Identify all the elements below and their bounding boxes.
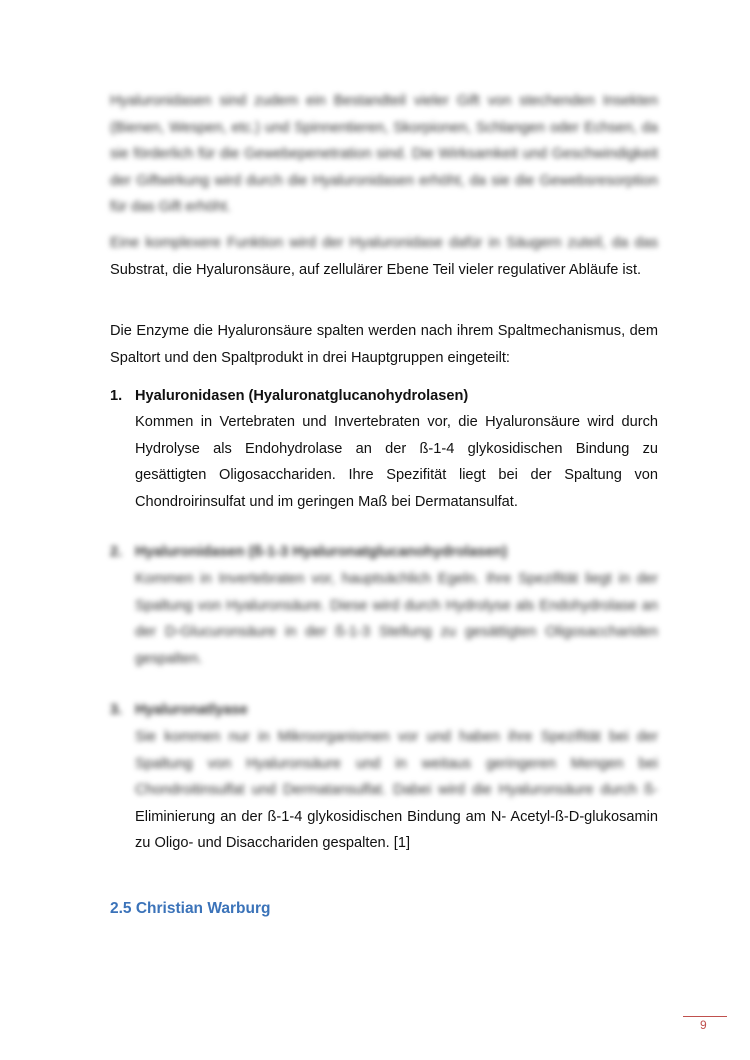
list-item-3-title: Hyaluronatlyase: [135, 702, 248, 718]
paragraph-classification-text: Die Enzyme die Hyaluronsäure spalten werden nach ihrem Spaltmechanismus, dem Spaltort und den Spaltprodukt in drei Hauptgruppen eingeteilt:: [110, 323, 658, 366]
list-item-3-body-text: Eliminierung an der ß-1-4 glykosidischen Bindung am N- Acetyl-ß-D-glukosamin zu Oligo- und Disacchariden gespalten. [1]: [135, 808, 658, 851]
paragraph-venom-text: Hyaluronidasen sind zudem ein Bestandteil vieler Gift von stechenden Insekten (Bienen, Wespen, etc.) und Spinnentieren, Skorpionen, Schlangen oder Echsen, da sie förderlich für die Gewebepenetration sind. Die Wirksamkeit und Geschwindigkeit der Giftwirkung wird durch die Hyaluronidasen erhöht, da sie die Gewebsresorption für das Gift erhöht.: [110, 93, 658, 215]
footer-divider: [683, 1016, 727, 1017]
section-heading: 2.5 Christian Warburg: [110, 900, 271, 917]
list-item-2-title: Hyaluronidasen (ß-1-3 Hyaluronatglucanohydrolasen): [135, 544, 508, 560]
paragraph-classification: [110, 318, 658, 371]
list-item-3-number: 3.: [110, 702, 123, 718]
list-item-3-body: [135, 724, 658, 857]
paragraph-venom: [110, 88, 658, 221]
list-item-2-body: Kommen in Invertebraten vor, hauptsächlich Egeln. Ihre Spezifität liegt in der Spaltung von Hyaluronsäure. Diese wird durch Hydrolyse als Endohydrolase an der D-Glucuronsäure in der ß-1-3 Stellung zu gesättigten Oligosacchariden gespalten.: [135, 571, 658, 667]
paragraph-function-text: Substrat, die Hyaluronsäure, auf zellulärer Ebene Teil vieler regulativer Abläufe ist.: [110, 261, 642, 278]
list-item-1-body: Kommen in Vertebraten und Invertebraten vor, die Hyaluronsäure wird durch Hydrolyse als Endohydrolase an der ß-1-4 glykosidischen Bindung zu gesättigten Oligosacchariden. Ihre Spezifität liegt bei der Spaltung von Chondroirinsulfat und im geringen Maß bei Dermatansulfat.: [135, 414, 658, 510]
list-item-1-number: 1.: [110, 388, 123, 404]
page-number: 9: [700, 1018, 707, 1032]
list-item-3-body-blurred: Sie kommen nur in Mikroorganismen vor und haben ihre Spezifität bei der Spaltung von Hyaluronsäure und in weitaus geringeren Mengen bei Chondroitinsulfat und Dermatansulfat. Dabei wird die Hyaluronsäure durch ß-: [135, 729, 658, 798]
paragraph-function: [110, 230, 658, 283]
list-item-2-number: 2.: [110, 544, 123, 560]
paragraph-function-blurred-text: Eine komplexere Funktion wird der Hyaluronidase dafür in Säugern zuteil, da das: [110, 235, 658, 251]
list-item-1-title: Hyaluronidasen (Hyaluronatglucanohydrolasen): [135, 388, 469, 404]
